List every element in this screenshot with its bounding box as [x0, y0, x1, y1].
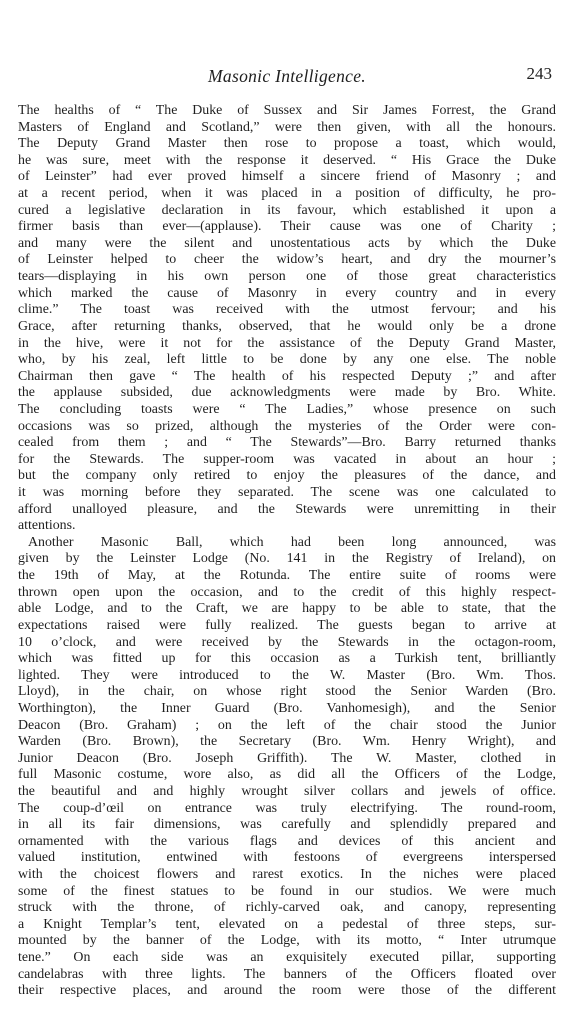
text-line: it was morning before they separated. The scene was one calculated to — [18, 485, 556, 501]
text-line: Worthington), the Inner Guard (Bro. Vanhomesigh), and the Senior — [18, 700, 556, 716]
text-line: able Lodge, and to the Craft, we are happy to be able to state, that the — [18, 601, 556, 617]
text-line: of Leinster helped to cheer the widow’s heart, and dry the mourner’s — [18, 252, 556, 268]
text-line: The coup-d’œil on entrance was truly electrifying. The round-room, — [18, 800, 556, 816]
text-line: struck with the throne, of richly-carved oak, and canopy, representing — [18, 900, 556, 916]
text-line: some of the finest statues to be found in our studios. We were much — [18, 883, 556, 899]
text-line: lighted. They were introduced to the W. Master (Bro. Wm. Thos. — [18, 667, 556, 683]
text-line: for the Stewards. The supper-room was vacated in about an hour ; — [18, 451, 556, 467]
text-line: The concluding toasts were “ The Ladies,” whose presence on such — [18, 401, 556, 417]
text-line: Warden (Bro. Brown), the Secretary (Bro. Wm. Henry Wright), and — [18, 734, 556, 750]
text-line: but the company only retired to enjoy the pleasures of the dance, and — [18, 468, 556, 484]
text-line: who, by his zeal, left little to be done by any one else. The noble — [18, 352, 556, 368]
text-line: cealed from them ; and “ The Stewards”—Bro. Barry returned thanks — [18, 435, 556, 451]
text-line: Deacon (Bro. Graham) ; on the left of the chair stood the Junior — [18, 717, 556, 733]
text-line: in the hive, were it not for the assistance of the Deputy Grand Master, — [18, 335, 556, 351]
text-line: firmer basis than ever—(applause). Their cause was one of Charity ; — [18, 219, 556, 235]
text-line: Another Masonic Ball, which had been long announced, was — [28, 534, 556, 550]
text-line: tene.” On each side was an exquisitely executed pillar, supporting — [18, 950, 556, 966]
text-line: The Deputy Grand Master then rose to propose a toast, which would, — [18, 136, 556, 152]
text-line: the 19th of May, at the Rotunda. The entire suite of rooms were — [18, 568, 556, 584]
text-line: afford unalloyed pleasure, and the Stewards were unremitting in their — [18, 501, 556, 517]
text-line: of Leinster” had ever proved himself a sincere friend of Masonry ; and — [18, 169, 556, 185]
text-line: a Knight Templar’s tent, elevated on a pedestal of three steps, sur- — [18, 916, 556, 932]
text-line: the applause subsided, due acknowledgments were made by Bro. White. — [18, 385, 556, 401]
text-line: given by the Leinster Lodge (No. 141 in the Registry of Ireland), on — [18, 551, 556, 567]
text-line: full Masonic costume, wore also, as did all the Officers of the Lodge, — [18, 767, 556, 783]
running-head — [18, 60, 556, 88]
text-line: Masters of England and Scotland,” were then given, with all the honours. — [18, 119, 556, 135]
text-line: the beautiful and and highly wrought silver collars and jewels of office. — [18, 783, 556, 799]
text-line: Junior Deacon (Bro. Joseph Griffith). The W. Master, clothed in — [18, 750, 556, 766]
text-line: clime.” The toast was received with the utmost fervour; and his — [18, 302, 556, 318]
text-line: attentions. — [18, 518, 76, 534]
text-line: in all its fair dimensions, was carefully and splendidly prepared and — [18, 817, 556, 833]
text-line: with the choicest flowers and rarest exotics. In the niches were placed — [18, 867, 556, 883]
running-title: Masonic Intelligence. — [208, 66, 366, 86]
text-line: 10 o’clock, and were received by the Stewards in the octagon-room, — [18, 634, 556, 650]
text-line: which was fitted up for this occasion as a Turkish tent, brilliantly — [18, 651, 556, 667]
text-line: Grace, after returning thanks, observed, that he would only be a drone — [18, 318, 556, 334]
text-line: occasions was so prized, although the mysteries of the Order were con- — [18, 418, 556, 434]
text-line: and many were the silent and unostentatious acts by which the Duke — [18, 235, 556, 251]
text-line: expectations raised were fully realized. The guests began to arrive at — [18, 617, 556, 633]
text-line: ornamented with the various flags and devices of this ancient and — [18, 833, 556, 849]
text-line: which marked the cause of Masonry in every country and in every — [18, 285, 556, 301]
text-line: The healths of “ The Duke of Sussex and Sir James Forrest, the Grand — [18, 103, 556, 118]
text-line: mounted by the banner of the Lodge, with its motto, “ Inter utrumque — [18, 933, 556, 949]
text-line: thrown open upon the occasion, and to the credit of this highly respect- — [18, 584, 556, 600]
text-line: Lloyd), in the chair, on whose right stood the Senior Warden (Bro. — [18, 684, 556, 700]
text-line: cured a legislative declaration in its favour, which established it upon a — [18, 202, 556, 218]
text-line: Chairman then gave “ The health of his respected Deputy ;” and after — [18, 368, 556, 384]
text-line: at a recent period, when it was placed in a position of difficulty, he pro- — [18, 186, 556, 202]
text-line: valued institution, entwined with festoons of evergreens interspersed — [18, 850, 556, 866]
body-text — [18, 103, 556, 1000]
text-line: he was sure, meet with the response it deserved. “ His Grace the Duke — [18, 152, 556, 168]
text-line: candelabras with three lights. The banners of the Officers floated over — [18, 966, 556, 982]
text-line: tears—displaying in his own person one of those great characteristics — [18, 269, 556, 285]
page-number: 243 — [526, 64, 552, 83]
text-line: their respective places, and around the room were those of the different — [18, 983, 556, 999]
